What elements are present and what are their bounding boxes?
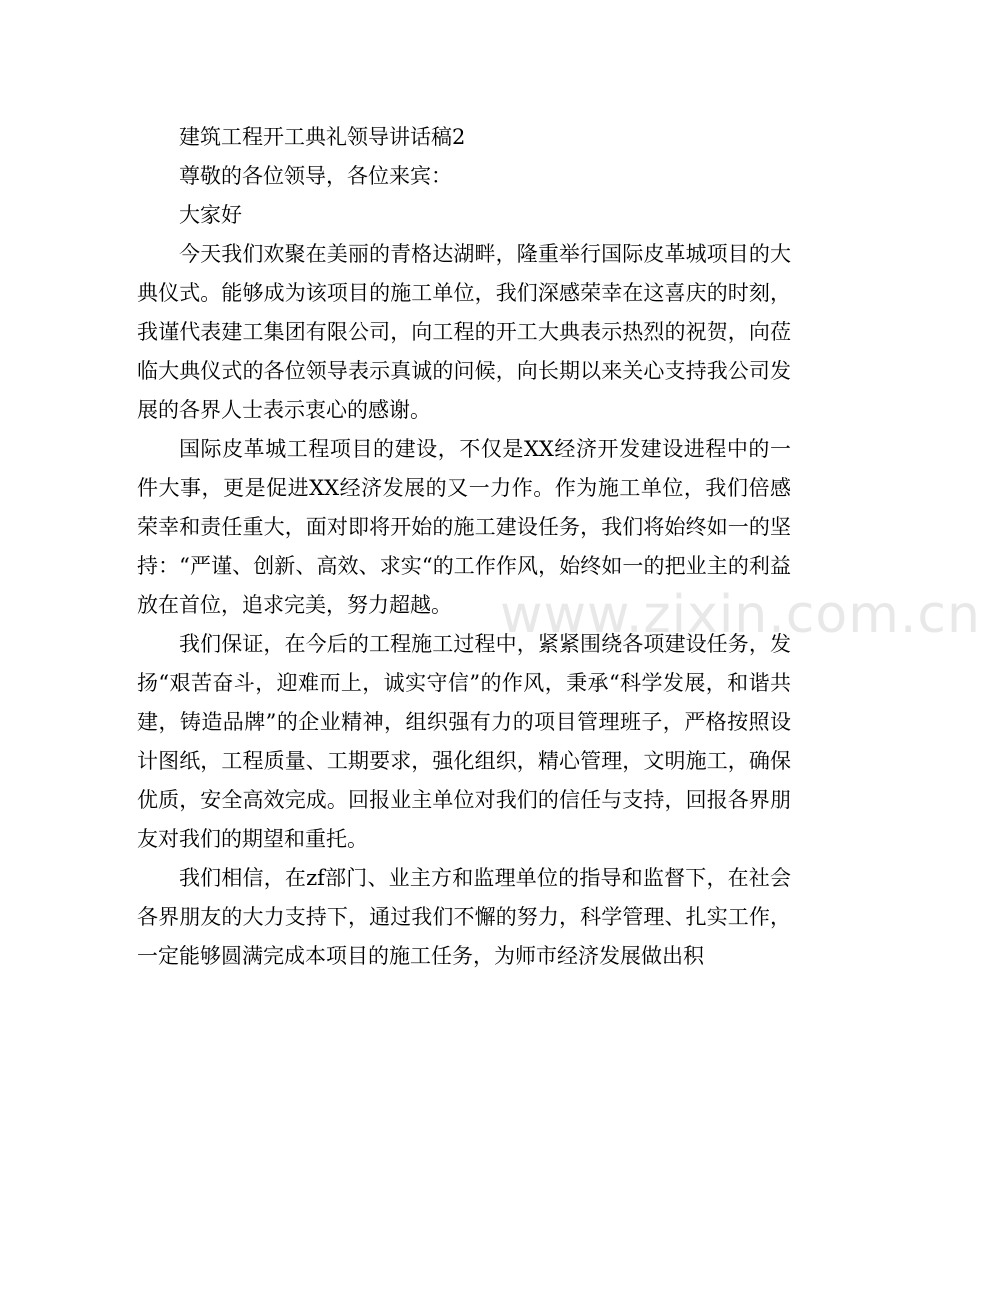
greeting: 大家好: [179, 203, 242, 227]
document-title: 建筑工程开工典礼领导讲话稿2: [179, 125, 466, 149]
salutation: 尊敬的各位领导，各位来宾：: [179, 164, 452, 188]
document-page: [137, 118, 791, 976]
watermark: www.zixin.com.cn: [500, 585, 981, 645]
body-paragraph-4: 我们相信，在zf部门、业主方和监理单位的指导和监督下，在社会各界朋友的大力支持下，通过我们不懈的努力，科学管理、扎实工作，一定能够圆满完成本项目的施工任务，为师市经济发展做出积: [137, 866, 791, 968]
body-paragraph-1: 今天我们欢聚在美丽的青格达湖畔，隆重举行国际皮革城项目的大典仪式。能够成为该项目的施工单位，我们深感荣幸在这喜庆的时刻，我谨代表建工集团有限公司，向工程的开工大典表示热烈的祝贺，向莅临大典仪式的各位领导表示真诚的问候，向长期以来关心支持我公司发展的各界人士表示衷心的感谢。: [137, 242, 791, 422]
body-paragraph-2: 国际皮革城工程项目的建设，不仅是XX经济开发建设进程中的一件大事，更是促进XX经济发展的又一力作。作为施工单位，我们倍感荣幸和责任重大，面对即将开始的施工建设任务，我们将始终如一的坚持：“严谨、创新、高效、求实“的工作作风，始终如一的把业主的利益放在首位，追求完美，努力超越。: [137, 437, 791, 617]
body-paragraph-3: 我们保证，在今后的工程施工过程中，紧紧围绕各项建设任务，发扬“艰苦奋斗，迎难而上，诚实守信”的作风，秉承“科学发展，和谐共建，铸造品牌”的企业精神，组织强有力的项目管理班子，严格按照设计图纸，工程质量、工期要求，强化组织，精心管理，文明施工，确保优质，安全高效完成。回报业主单位对我们的信任与支持，回报各界朋友对我们的期望和重托。: [137, 632, 791, 851]
